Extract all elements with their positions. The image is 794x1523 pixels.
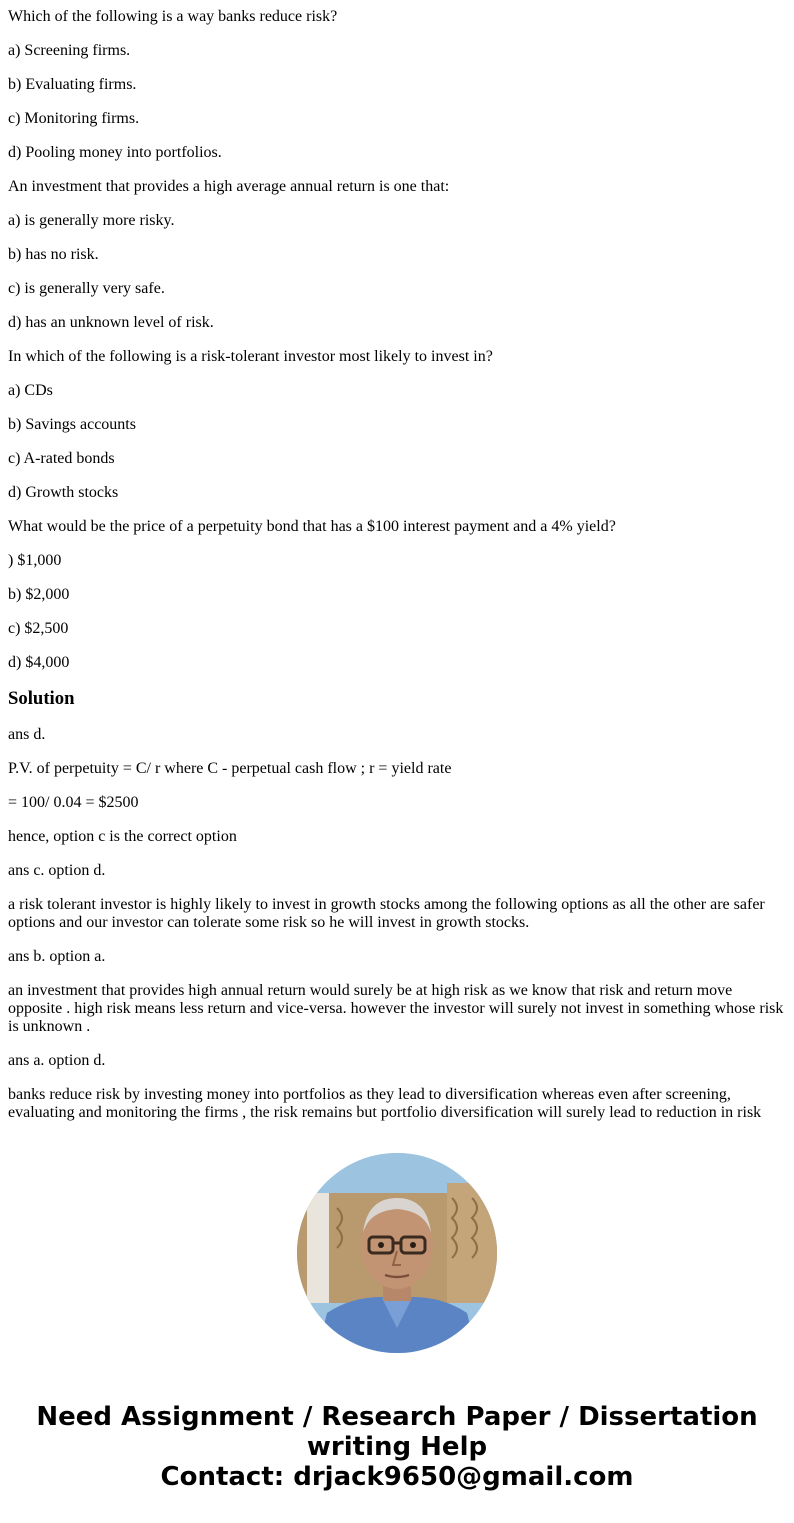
question-text: In which of the following is a risk-tolerant investor most likely to invest in?	[8, 348, 493, 365]
solution-heading: Solution	[8, 688, 75, 709]
question-3	[8, 348, 786, 502]
option: c) $2,500	[8, 620, 69, 637]
option: d) $4,000	[8, 654, 70, 671]
banner-line: Need Assignment / Research Paper / Dissertation	[36, 1402, 758, 1432]
solution-body	[8, 726, 786, 1122]
solution-paragraph: P.V. of perpetuity = C/ r where C - perpetual cash flow ; r = yield rate	[8, 760, 452, 777]
solution-paragraph: ans d.	[8, 726, 46, 743]
banner-line: writing Help	[306, 1432, 488, 1462]
solution-paragraph: ans c. option d.	[8, 862, 106, 879]
option: d) Growth stocks	[8, 484, 119, 501]
contact-email: Contact: drjack9650@gmail.com	[160, 1462, 634, 1492]
option: b) $2,000	[8, 586, 70, 603]
option: c) Monitoring firms.	[8, 110, 140, 127]
question-text: An investment that provides a high average annual return is one that:	[8, 178, 450, 195]
solution-paragraph: a risk tolerant investor is highly likely to invest in growth stocks among the following options as all the other are safer options and our investor can tolerate some risk so he will invest in growth stocks.	[8, 896, 765, 931]
question-4	[8, 518, 786, 672]
document-content	[8, 0, 786, 1122]
option: d) has an unknown level of risk.	[8, 314, 214, 331]
solution-paragraph: = 100/ 0.04 = $2500	[8, 794, 139, 811]
contact-banner	[0, 1402, 794, 1492]
option: b) Savings accounts	[8, 416, 136, 433]
option: a) is generally more risky.	[8, 212, 175, 229]
option: b) has no risk.	[8, 246, 99, 263]
question-text: Which of the following is a way banks reduce risk?	[8, 8, 338, 25]
option: a) CDs	[8, 382, 53, 399]
avatar	[297, 1153, 497, 1353]
solution-paragraph: ans b. option a.	[8, 948, 106, 965]
option: c) is generally very safe.	[8, 280, 165, 297]
option: b) Evaluating firms.	[8, 76, 137, 93]
option: d) Pooling money into portfolios.	[8, 144, 222, 161]
option: c) A-rated bonds	[8, 450, 115, 467]
solution-paragraph: banks reduce risk by investing money into portfolios as they lead to diversification whereas even after screening, evaluating and monitoring the firms , the risk remains but portfolio diversification will surely lead to reduction in risk	[8, 1086, 762, 1121]
solution-paragraph: an investment that provides high annual return would surely be at high risk as we know that risk and return move opposite . high risk means less return and vice-versa. however the investor will surely not invest in something whose risk is unknown .	[8, 982, 784, 1035]
option: ) $1,000	[8, 552, 62, 569]
solution-paragraph: hence, option c is the correct option	[8, 828, 237, 845]
question-1	[8, 8, 786, 162]
question-2	[8, 178, 786, 332]
option: a) Screening firms.	[8, 42, 131, 59]
question-text: What would be the price of a perpetuity bond that has a $100 interest payment and a 4% yield?	[8, 518, 616, 535]
avatar-portrait	[297, 1153, 497, 1353]
solution-paragraph: ans a. option d.	[8, 1052, 106, 1069]
